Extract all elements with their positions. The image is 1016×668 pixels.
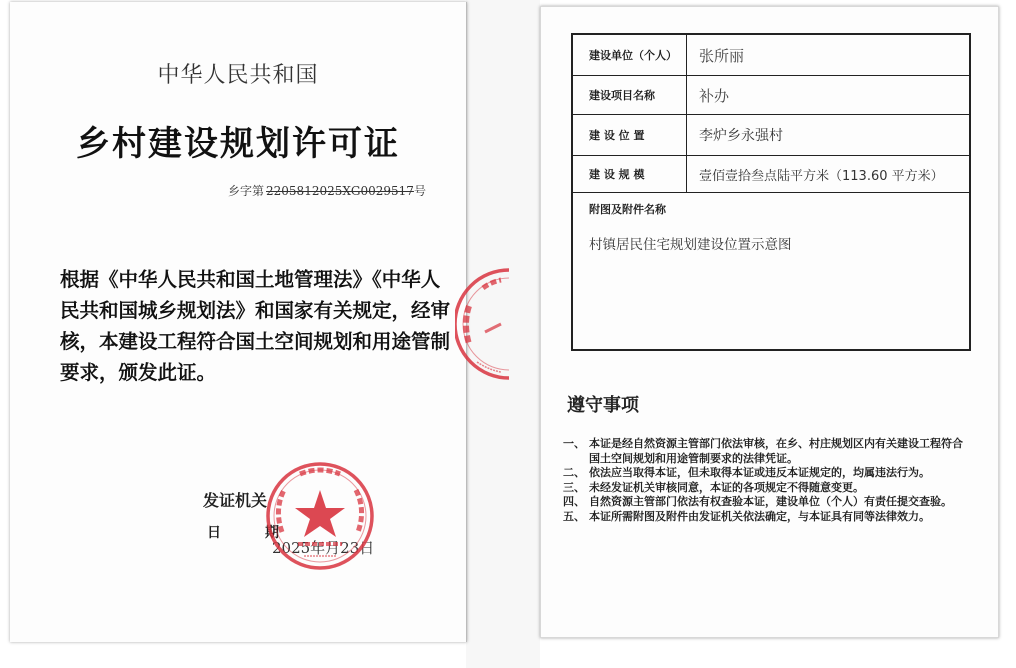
official-seal-icon: [264, 460, 376, 572]
note-text: 未经发证机关审核同意，本证的各项规定不得随意变更。: [589, 480, 864, 494]
permit-detail-page: [540, 6, 999, 638]
note-number: 一、: [563, 437, 585, 450]
notes-list: [563, 437, 973, 524]
row-label: 建设项目名称: [573, 76, 687, 114]
note-number: 五、: [563, 509, 585, 523]
note-text: 依法应当取得本证，但未取得本证或违反本证规定的，均属违法行为。: [589, 466, 930, 479]
row-value: 壹佰壹拾叁点陆平方米（113.60 平方米）: [699, 168, 944, 184]
table-row: [573, 35, 969, 76]
permit-title: 乡村建设规划许可证: [76, 124, 400, 164]
row-value: 补办: [699, 86, 730, 105]
list-item: [563, 466, 973, 481]
permit-number-prefix: 乡字第: [228, 184, 265, 198]
attachments-value: 村镇居民住宅规划建设位置示意图: [589, 237, 792, 253]
table-row: [573, 115, 969, 156]
issue-date: 2025年月23日: [272, 539, 375, 557]
list-item: [563, 495, 973, 510]
table-row: [573, 156, 969, 193]
note-text: 自然资源主管部门依法有权查验本证，建设单位（个人）有责任提交查验。: [589, 495, 952, 508]
permit-number: [228, 182, 426, 199]
note-text: 本证所需附图及附件由发证机关依法确定，与本证具有同等法律效力。: [589, 509, 930, 523]
row-value: 张所丽: [699, 46, 745, 65]
row-label: 建 设 位 置: [573, 115, 687, 155]
row-label: 建设单位（个人）: [573, 35, 687, 75]
attachments-row: [573, 193, 969, 349]
fold-seal-icon: [455, 266, 515, 382]
permit-number-value: 2205812025XG0029517: [266, 184, 414, 198]
permit-cover-page: [10, 2, 467, 642]
issuer-label: 发证机关: [203, 491, 268, 510]
country-name: 中华人民共和国: [157, 63, 319, 88]
note-number: 二、: [563, 466, 585, 479]
note-number: 四、: [563, 495, 585, 508]
note-text: 本证是经自然资源主管部门依法审核，在乡、村庄规划区内有关建设工程符合国土空间规划和用途管制要求的法律凭证。: [589, 437, 963, 465]
permit-statement: 根据《中华人民共和国土地管理法》《中华人民共和国城乡规划法》和国家有关规定，经审核，本建设工程符合国土空间规划和用途管制要求，颁发此证。: [60, 268, 451, 384]
date-label-char-1: 日: [207, 525, 223, 541]
permit-number-suffix: 号: [413, 184, 426, 198]
attachments-label: 附图及附件名称: [589, 203, 666, 216]
list-item: [563, 481, 973, 496]
table-row: [573, 76, 969, 115]
list-item: [563, 437, 973, 466]
notes-heading: 遵守事项: [567, 395, 639, 416]
note-number: 三、: [563, 480, 585, 494]
row-value: 李炉乡永强村: [699, 128, 783, 144]
date-label-char-2: 期: [265, 525, 281, 541]
permit-details-table: [571, 33, 971, 351]
list-item: [563, 510, 973, 525]
row-label: 建 设 规 模: [573, 156, 687, 192]
